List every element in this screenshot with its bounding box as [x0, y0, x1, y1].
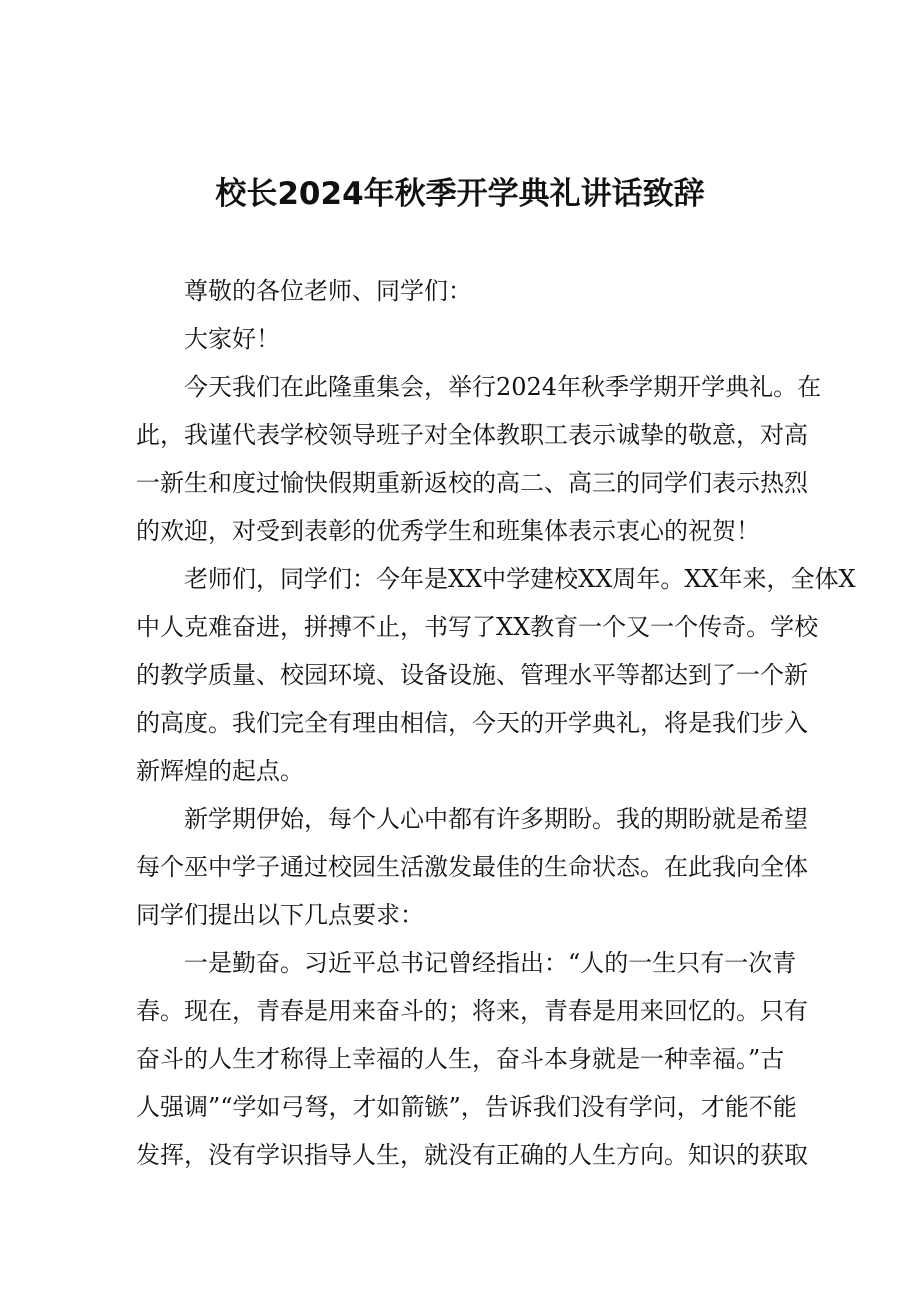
paragraph-line: 的欢迎，对受到表彰的优秀学生和班集体表示衷心的祝贺！: [136, 517, 760, 545]
paragraph-line: 发挥，没有学识指导人生，就没有正确的人生方向。知识的获取: [136, 1141, 808, 1169]
paragraph-line: 奋斗的人生才称得上幸福的人生，奋斗本身就是一种幸福。”古: [136, 1045, 785, 1073]
paragraph-line: 中人克难奋进，拼搏不止，书写了XX教育一个又一个传奇。学校: [136, 613, 819, 641]
paragraph-line: 一是勤奋。习近平总书记曾经指出：“人的一生只有一次青: [184, 949, 797, 977]
paragraph-line: 今天我们在此隆重集会，举行2024年秋季学期开学典礼。在: [184, 373, 822, 401]
salutation: 尊敬的各位老师、同学们：: [184, 277, 472, 305]
paragraph-line: 的高度。我们完全有理由相信，今天的开学典礼，将是我们步入: [136, 709, 808, 737]
paragraph-line: 春。现在，青春是用来奋斗的；将来，青春是用来回忆的。只有: [136, 997, 808, 1025]
paragraph-line: 老师们，同学们：今年是XX中学建校XX周年。XX年来，全体X: [184, 565, 856, 593]
document-title: 校长2024年秋季开学典礼讲话致辞: [215, 176, 705, 212]
paragraph-line: 新学期伊始，每个人心中都有许多期盼。我的期盼就是希望: [184, 805, 808, 833]
paragraph-line: 每个巫中学子通过校园生活激发最佳的生命状态。在此我向全体: [136, 853, 808, 881]
paragraph-line: 人强调”“学如弓弩，才如箭镞”，告诉我们没有学问，才能不能: [136, 1093, 797, 1121]
paragraph-line: 的教学质量、校园环境、设备设施、管理水平等都达到了一个新: [136, 661, 808, 689]
paragraph-line: 新辉煌的起点。: [136, 757, 304, 785]
greeting: 大家好！: [184, 325, 280, 353]
paragraph-line: 一新生和度过愉快假期重新返校的高二、高三的同学们表示热烈: [136, 469, 808, 497]
paragraph-line: 同学们提出以下几点要求：: [136, 901, 424, 929]
paragraph-line: 此，我谨代表学校领导班子对全体教职工表示诚挚的敬意，对高: [136, 421, 808, 449]
